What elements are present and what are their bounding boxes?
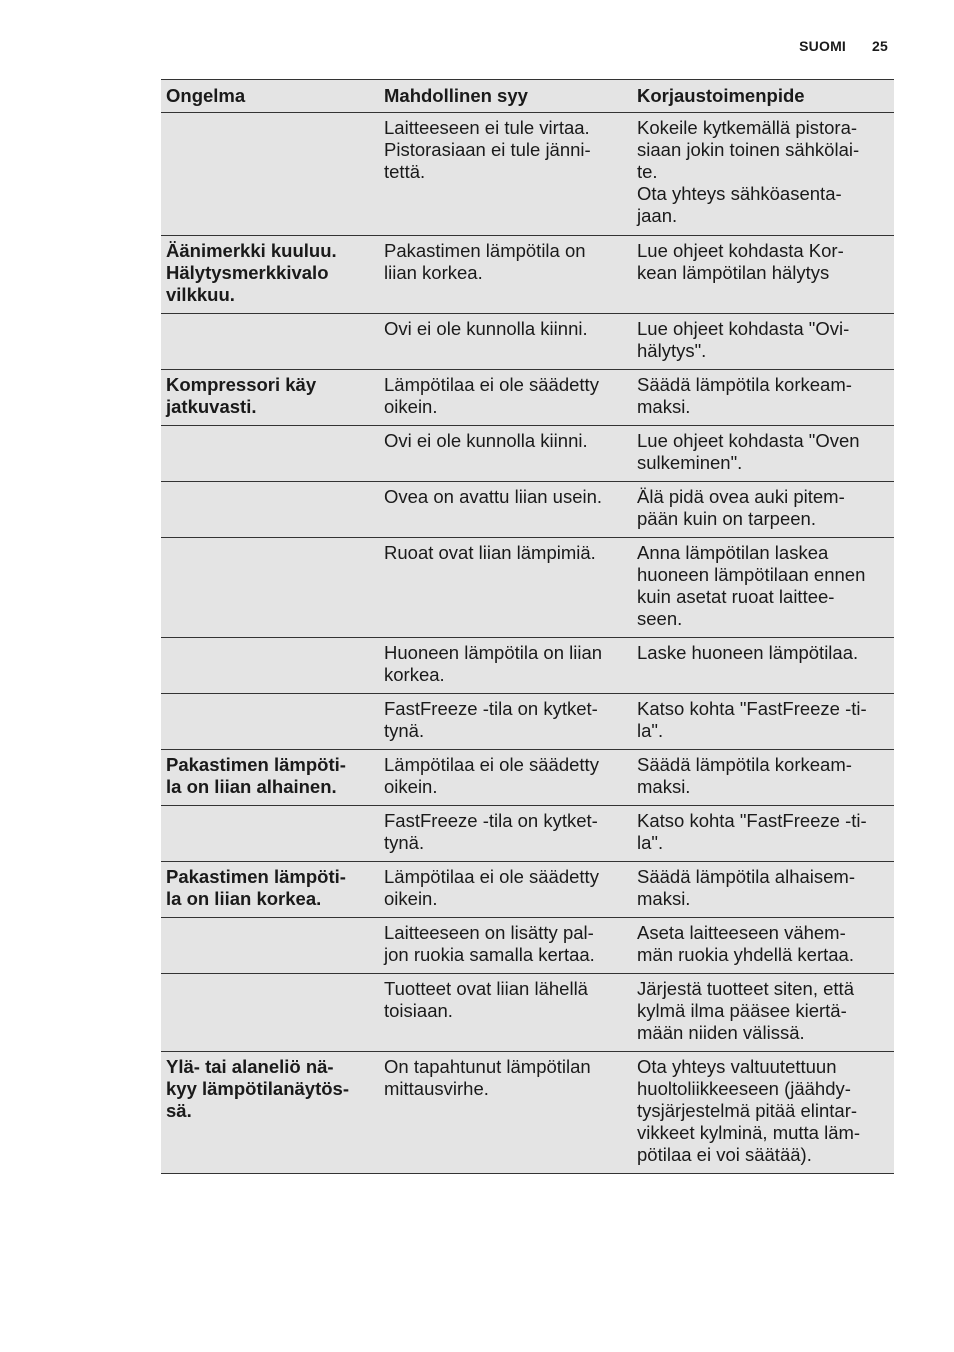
cause-cell: Ruoat ovat liian lämpimiä. bbox=[379, 538, 632, 638]
problem-cell bbox=[161, 426, 379, 482]
remedy-cell: Säädä lämpötila korkeam- maksi. bbox=[632, 750, 894, 806]
problem-cell bbox=[161, 538, 379, 638]
page-number: 25 bbox=[872, 38, 888, 54]
cause-cell: Laitteeseen ei tule virtaa. Pistorasiaan ei tule jänni- tettä. bbox=[379, 113, 632, 236]
table-header bbox=[161, 80, 894, 113]
problem-cell bbox=[161, 806, 379, 862]
problem-cell bbox=[161, 974, 379, 1052]
table-row bbox=[161, 538, 894, 638]
table-row bbox=[161, 694, 894, 750]
problem-cell bbox=[161, 482, 379, 538]
problem-cell bbox=[161, 918, 379, 974]
cause-cell: Pakastimen lämpötila on liian korkea. bbox=[379, 236, 632, 314]
page-header bbox=[799, 38, 888, 54]
cause-cell: FastFreeze -tila on kytket- tynä. bbox=[379, 806, 632, 862]
remedy-cell: Lue ohjeet kohdasta "Oven sulkeminen". bbox=[632, 426, 894, 482]
remedy-cell: Lue ohjeet kohdasta Kor- kean lämpötilan hälytys bbox=[632, 236, 894, 314]
problem-cell bbox=[161, 314, 379, 370]
table-row bbox=[161, 236, 894, 314]
table-row bbox=[161, 482, 894, 538]
table-row bbox=[161, 370, 894, 426]
problem-cell: Äänimerkki kuuluu. Hälytysmerkkivalo vilkkuu. bbox=[161, 236, 379, 314]
table-row bbox=[161, 806, 894, 862]
table-row bbox=[161, 750, 894, 806]
table-row bbox=[161, 426, 894, 482]
cause-cell: Tuotteet ovat liian lähellä toisiaan. bbox=[379, 974, 632, 1052]
problem-cell: Ylä- tai alaneliö nä- kyy lämpötilanäytös- sä. bbox=[161, 1052, 379, 1174]
header-language: SUOMI bbox=[799, 38, 847, 54]
cause-cell: Laitteeseen on lisätty pal- jon ruokia samalla kertaa. bbox=[379, 918, 632, 974]
remedy-cell: Ota yhteys valtuutettuun huoltoliikkeeseen (jäähdy- tysjärjestelmä pitää elintar- vikkeet kylminä, mutta läm- pötilaa ei voi säätää). bbox=[632, 1052, 894, 1174]
cause-cell: On tapahtunut lämpötilan mittausvirhe. bbox=[379, 1052, 632, 1174]
problem-cell bbox=[161, 638, 379, 694]
table-body bbox=[161, 113, 894, 1174]
table-row bbox=[161, 918, 894, 974]
table-row bbox=[161, 1052, 894, 1174]
cause-cell: Lämpötilaa ei ole säädetty oikein. bbox=[379, 862, 632, 918]
troubleshooting-table bbox=[161, 79, 894, 1174]
table-row bbox=[161, 314, 894, 370]
remedy-cell: Älä pidä ovea auki pitem- pään kuin on tarpeen. bbox=[632, 482, 894, 538]
problem-cell bbox=[161, 694, 379, 750]
table-row bbox=[161, 974, 894, 1052]
cause-cell: Lämpötilaa ei ole säädetty oikein. bbox=[379, 370, 632, 426]
remedy-cell: Katso kohta "FastFreeze -ti- la". bbox=[632, 694, 894, 750]
cause-cell: Huoneen lämpötila on liian korkea. bbox=[379, 638, 632, 694]
remedy-cell: Säädä lämpötila alhaisem- maksi. bbox=[632, 862, 894, 918]
remedy-cell: Laske huoneen lämpötilaa. bbox=[632, 638, 894, 694]
column-header-problem: Ongelma bbox=[161, 80, 379, 113]
column-header-remedy: Korjaustoimenpide bbox=[632, 80, 894, 113]
remedy-cell: Anna lämpötilan laskea huoneen lämpötilaan ennen kuin asetat ruoat laittee- seen. bbox=[632, 538, 894, 638]
problem-cell bbox=[161, 113, 379, 236]
remedy-cell: Katso kohta "FastFreeze -ti- la". bbox=[632, 806, 894, 862]
cause-cell: FastFreeze -tila on kytket- tynä. bbox=[379, 694, 632, 750]
table-row bbox=[161, 638, 894, 694]
problem-cell: Pakastimen lämpöti- la on liian korkea. bbox=[161, 862, 379, 918]
cause-cell: Ovi ei ole kunnolla kiinni. bbox=[379, 426, 632, 482]
table-row bbox=[161, 862, 894, 918]
cause-cell: Ovea on avattu liian usein. bbox=[379, 482, 632, 538]
table-row bbox=[161, 113, 894, 236]
remedy-cell: Lue ohjeet kohdasta "Ovi- hälytys". bbox=[632, 314, 894, 370]
problem-cell: Pakastimen lämpöti- la on liian alhainen. bbox=[161, 750, 379, 806]
cause-cell: Lämpötilaa ei ole säädetty oikein. bbox=[379, 750, 632, 806]
remedy-cell: Kokeile kytkemällä pistora- siaan jokin toinen sähkölai- te. Ota yhteys sähköasenta- jaan. bbox=[632, 113, 894, 236]
problem-cell: Kompressori käy jatkuvasti. bbox=[161, 370, 379, 426]
column-header-cause: Mahdollinen syy bbox=[379, 80, 632, 113]
remedy-cell: Aseta laitteeseen vähem- män ruokia yhdellä kertaa. bbox=[632, 918, 894, 974]
cause-cell: Ovi ei ole kunnolla kiinni. bbox=[379, 314, 632, 370]
remedy-cell: Säädä lämpötila korkeam- maksi. bbox=[632, 370, 894, 426]
table-header-row bbox=[161, 80, 894, 113]
remedy-cell: Järjestä tuotteet siten, että kylmä ilma pääsee kiertä- mään niiden välissä. bbox=[632, 974, 894, 1052]
